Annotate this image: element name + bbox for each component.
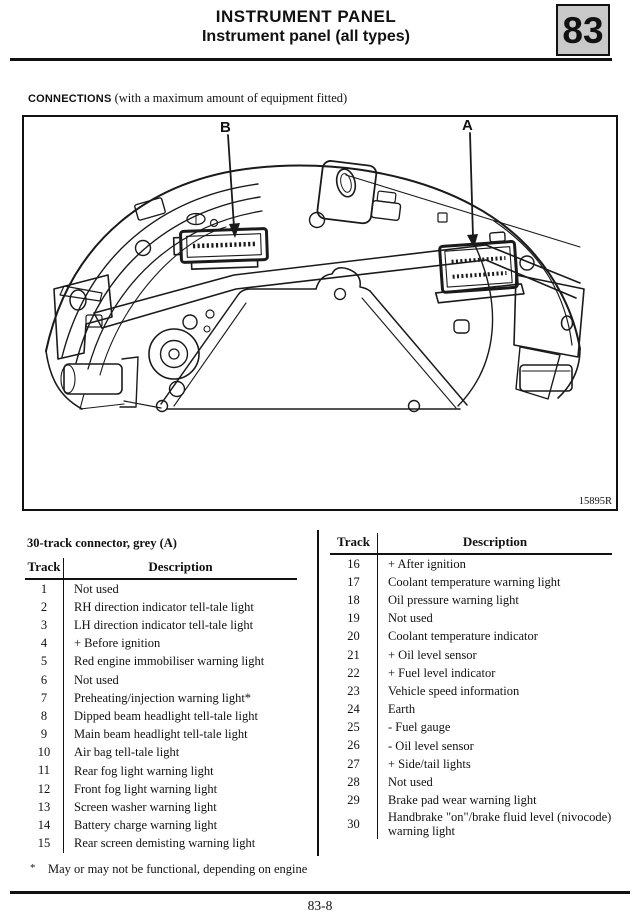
track-cell: 22 xyxy=(330,664,378,682)
track-cell: 16 xyxy=(330,555,378,573)
page-number: 83-8 xyxy=(307,898,333,913)
description-cell: Red engine immobiliser warning light xyxy=(74,654,265,669)
track-cell: 15 xyxy=(25,835,64,853)
table-row xyxy=(25,616,297,634)
track-cell: 21 xyxy=(330,646,378,664)
connector-b-label: B xyxy=(220,119,231,136)
description-cell: Handbrake "on"/brake fluid level (nivocode) warning light xyxy=(388,809,612,839)
description-cell: + Fuel level indicator xyxy=(388,665,496,680)
table-row xyxy=(330,664,612,682)
track-cell: 19 xyxy=(330,610,378,628)
table-row xyxy=(330,755,612,773)
connections-line xyxy=(28,91,347,106)
chapter-number-box xyxy=(556,4,610,56)
table-row xyxy=(25,726,297,744)
connector-a-label: A xyxy=(462,117,473,134)
track-cell: 2 xyxy=(25,598,64,616)
chapter-number: 83 xyxy=(562,9,604,51)
table-row xyxy=(25,762,297,780)
track-cell: 26 xyxy=(330,737,378,755)
table-body xyxy=(25,580,297,853)
track-cell: 17 xyxy=(330,573,378,591)
table-row xyxy=(25,635,297,653)
track-cell: 29 xyxy=(330,791,378,809)
description-cell: Not used xyxy=(388,611,433,626)
table-row xyxy=(330,591,612,609)
table-row xyxy=(25,744,297,762)
table-row xyxy=(25,689,297,707)
description-cell: Not used xyxy=(74,581,119,596)
description-cell: + Oil level sensor xyxy=(388,647,477,662)
description-cell: Screen washer warning light xyxy=(74,799,217,814)
footer-rule xyxy=(10,891,630,894)
table-body xyxy=(330,555,612,839)
description-cell: Preheating/injection warning light* xyxy=(74,690,252,705)
track-cell: 8 xyxy=(25,707,64,725)
track-cell: 30 xyxy=(330,810,378,840)
table-row xyxy=(330,791,612,809)
track-cell: 20 xyxy=(330,628,378,646)
table-row xyxy=(330,610,612,628)
description-cell: Front fog light warning light xyxy=(74,781,218,796)
track-cell: 10 xyxy=(25,744,64,762)
track-column-header: Track xyxy=(25,558,64,578)
description-cell: Coolant temperature warning light xyxy=(388,574,561,589)
description-cell: Rear screen demisting warning light xyxy=(74,836,256,851)
table-row xyxy=(330,773,612,791)
table-row xyxy=(330,737,612,755)
description-cell: RH direction indicator tell-tale light xyxy=(74,599,254,614)
table-row xyxy=(25,598,297,616)
track-cell: 27 xyxy=(330,755,378,773)
description-cell: LH direction indicator tell-tale light xyxy=(74,618,254,633)
table-row xyxy=(330,628,612,646)
page-subtitle: Instrument panel (all types) xyxy=(201,28,411,46)
track-cell: 1 xyxy=(25,580,64,598)
track-cell: 18 xyxy=(330,591,378,609)
track-cell: 7 xyxy=(25,689,64,707)
figure-reference: 15895R xyxy=(578,496,612,507)
description-cell: Brake pad wear warning light xyxy=(388,793,537,808)
track-cell: 12 xyxy=(25,780,64,798)
page-title: INSTRUMENT PANEL xyxy=(215,7,397,26)
description-cell: Coolant temperature indicator xyxy=(388,629,538,644)
table-header-row xyxy=(330,533,612,555)
table-row xyxy=(25,798,297,816)
table-header-row xyxy=(25,558,297,580)
connector-a-table xyxy=(25,536,297,853)
description-cell: Not used xyxy=(388,774,433,789)
table-row xyxy=(25,707,297,725)
description-column-header: Description xyxy=(462,534,528,549)
description-cell: Main beam headlight tell-tale light xyxy=(74,727,248,742)
description-cell: Earth xyxy=(388,702,416,717)
table-row xyxy=(25,816,297,834)
connections-note: (with a maximum amount of equipment fitted) xyxy=(111,91,348,105)
track-cell: 14 xyxy=(25,816,64,834)
track-cell: 3 xyxy=(25,616,64,634)
description-cell: - Fuel gauge xyxy=(388,720,451,735)
description-cell: Not used xyxy=(74,672,119,687)
table-row xyxy=(330,555,612,573)
connections-label: CONNECTIONS xyxy=(28,93,112,105)
description-cell: + Side/tail lights xyxy=(388,756,471,771)
footnote xyxy=(30,862,307,877)
description-cell: Battery charge warning light xyxy=(74,818,218,833)
table-row xyxy=(330,682,612,700)
description-cell: + Before ignition xyxy=(74,636,161,651)
description-cell: + After ignition xyxy=(388,556,466,571)
track-cell: 23 xyxy=(330,682,378,700)
track-cell: 24 xyxy=(330,701,378,719)
instrument-panel-drawing xyxy=(24,117,616,509)
track-cell: 13 xyxy=(25,798,64,816)
table-row xyxy=(25,653,297,671)
track-cell: 4 xyxy=(25,635,64,653)
description-cell: Rear fog light warning light xyxy=(74,763,214,778)
track-cell: 11 xyxy=(25,762,64,780)
table-row xyxy=(25,671,297,689)
table-row xyxy=(330,701,612,719)
track-cell: 28 xyxy=(330,773,378,791)
table-caption: 30-track connector, grey (A) xyxy=(27,536,177,550)
description-cell: Dipped beam headlight tell-tale light xyxy=(74,709,258,724)
description-column-header: Description xyxy=(148,559,213,574)
table-row xyxy=(25,780,297,798)
table-divider xyxy=(317,530,319,856)
track-column-header: Track xyxy=(330,533,378,553)
track-cell: 5 xyxy=(25,653,64,671)
header-rule xyxy=(10,58,612,61)
table-row xyxy=(330,573,612,591)
track-cell: 25 xyxy=(330,719,378,737)
description-cell: - Oil level sensor xyxy=(388,738,474,753)
footnote-text: May or may not be functional, depending on engine xyxy=(48,862,308,876)
connector-a-table-continued xyxy=(330,533,612,839)
footnote-marker: * xyxy=(30,862,36,874)
table-row xyxy=(25,835,297,853)
track-cell: 9 xyxy=(25,726,64,744)
description-cell: Oil pressure warning light xyxy=(388,593,519,608)
table-row xyxy=(330,810,612,840)
track-cell: 6 xyxy=(25,671,64,689)
description-cell: Vehicle speed information xyxy=(388,684,520,699)
page-header xyxy=(0,6,612,51)
table-row xyxy=(330,719,612,737)
table-row xyxy=(25,580,297,598)
table-row xyxy=(330,646,612,664)
description-cell: Air bag tell-tale light xyxy=(74,745,180,760)
instrument-panel-diagram xyxy=(22,115,618,511)
